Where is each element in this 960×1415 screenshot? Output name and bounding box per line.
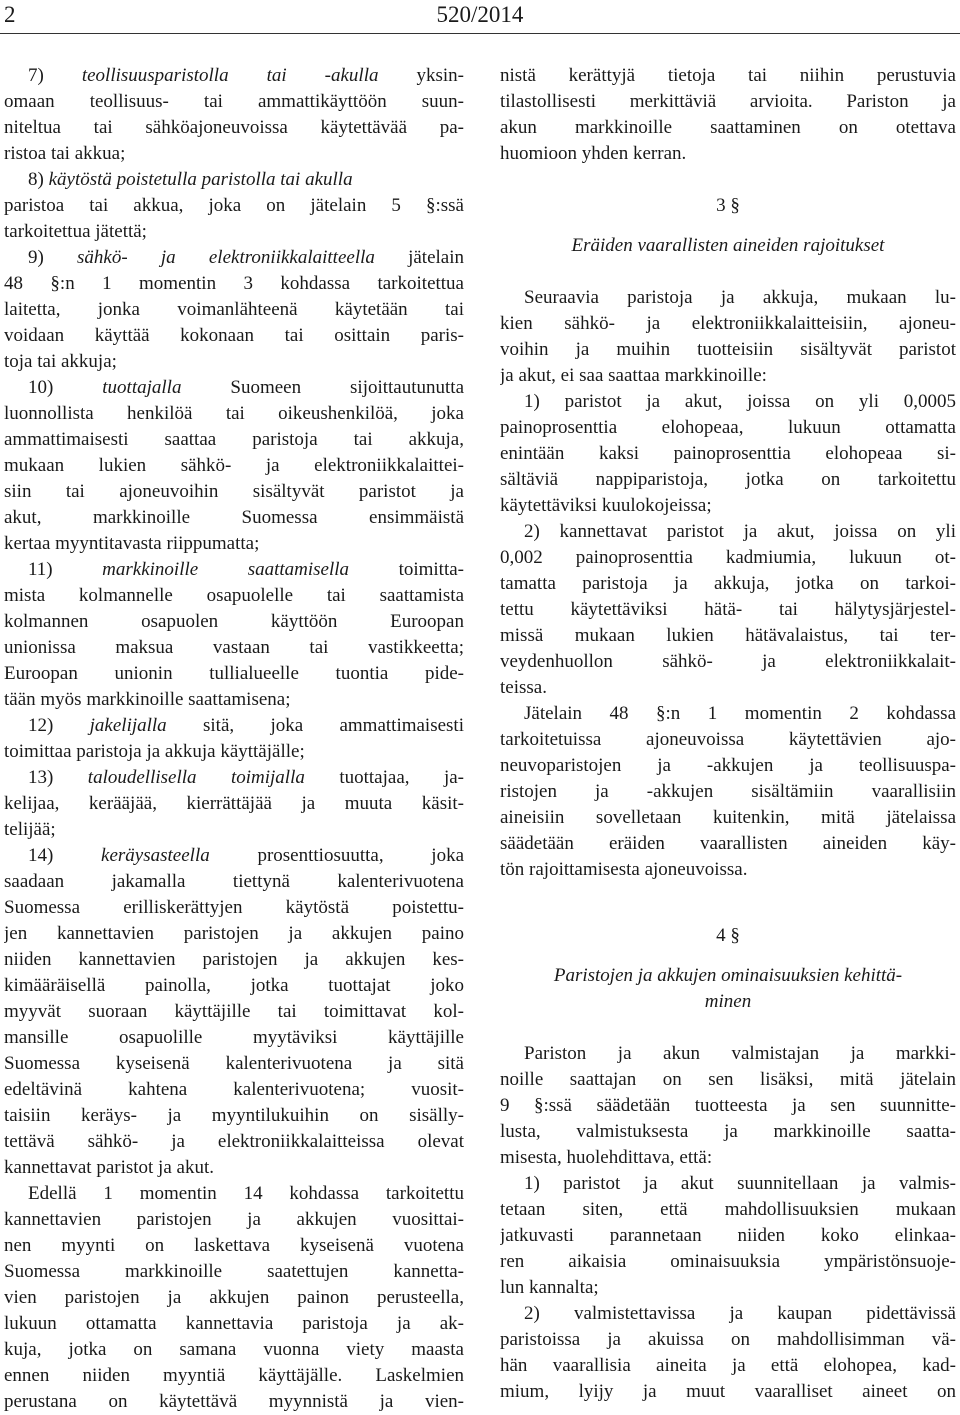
text-line: 9 §:ssä säädetään tuotteesta ja sen suunnitte- [500,1095,956,1116]
text-line: tön rajoittamisesta ajoneuvoissa. [500,859,748,880]
text-line: sältäviä nappiparistoja, jotka on tarkoitettu [500,469,956,490]
italic-term: tuottajalla [102,377,182,398]
page-number: 2 [4,2,16,27]
text-line: paristoissa ja akuissa on mahdollisimman vä- [500,1329,956,1350]
text-line: 8) käytöstä poistetulla paristolla tai akulla [28,169,353,190]
text-line: 11) markkinoille saattamisella toimitta- [28,559,464,580]
text-line: 7) teollisuusparistolla tai -akulla yksin- [28,65,464,86]
text-line: 48 §:n 1 momentin 3 kohdassa tarkoitettua [4,273,464,294]
section-number: 3 § [716,195,740,216]
text-line: kannettavien paristojen ja akkujen vuosittai- [4,1209,464,1230]
text-line: lukuun ottamatta kannettavia paristoja ja ak- [4,1313,464,1334]
text-line: jatkuvasti parannetaan niiden koko elinkaa- [500,1225,956,1246]
text-line: Euroopan unionin tullialueelle tuontia pide- [4,663,464,684]
text-line: tarkoitetuissa ajoneuvoissa käytettävien ajo- [500,729,956,750]
italic-term: jakelijalla [89,715,167,736]
text-line: ja akut, ei saa saattaa markkinoille: [500,365,767,386]
section-number: 4 § [716,925,740,946]
text-line: omaan teollisuus- tai ammattikäyttöön suun- [4,91,464,112]
text-line: enintään kaksi painoprosenttia elohopeaa si- [500,443,956,464]
text-line: aineisiin sovelletaan kuitenkin, mitä jätelaissa [500,807,956,828]
italic-term: teollisuusparistolla tai -akulla [81,65,379,86]
text-line: kien sähkö- ja elektroniikkalaitteisiin, ajoneu- [500,313,956,334]
text-line: akut, markkinoille Suomessa ensimmäistä [4,507,464,528]
section-title [500,989,956,1015]
text-line: 1) paristot ja akut suunnitellaan ja valmis- [524,1173,956,1194]
text-line: unionissa maksua vastaan tai vastikkeetta; [4,637,464,658]
text-line: ennen niiden myyntiä käyttäjälle. Laskelmien [4,1365,464,1386]
text-line: Jätelain 48 §:n 1 momentin 2 kohdassa [524,703,956,724]
italic-term: markkinoille saattamisella [102,559,350,580]
text-line: 10) tuottajalla Suomeen sijoittautunutta [28,377,464,398]
text-line: tetaan siten, että mahdollisuuksien mukaan [500,1199,956,1220]
text-line: huomioon yhden kerran. [500,143,687,164]
text-line: 2) valmistettavissa ja kaupan pidettävissä [524,1303,956,1324]
text-line: mansille osapuolille myytäviksi käyttäjille [4,1027,464,1048]
italic-term: käytöstä poistetulla paristolla tai akulla [48,169,353,190]
text-line: toimittaa paristoja ja akkuja käyttäjälle; [4,741,305,762]
page-header [0,0,960,34]
text-line: akun markkinoille saattaminen on otettava [500,117,956,138]
text-line: kuja, jotka on samana vuonna viety maasta [4,1339,464,1360]
text-line: käytettäviksi kuulokojeissa; [500,495,712,516]
text-line: Pariston ja akun valmistajan ja markki- [524,1043,956,1064]
text-line: Seuraavia paristoja ja akkuja, mukaan lu- [524,287,956,308]
text-line: paristoa tai akkua, joka on jätelain 5 §:ssä [4,195,464,216]
text-line: kertaa myyntitavasta riippumatta; [4,533,260,554]
text-line: 14) keräysasteella prosenttiosuutta, joka [28,845,464,866]
text-line: neuvoparistojen ja -akkujen ja teollisuuspa- [500,755,956,776]
text-line: 2) kannettavat paristot ja akut, joissa on yli [524,521,956,542]
text-line: teissa. [500,677,547,698]
text-line: tamatta paristoja ja akkuja, jotka on tarkoi- [500,573,956,594]
text-line: nistä kerättyjä tietoja tai niihin perustuvia [500,65,956,86]
text-line: telijää; [4,819,56,840]
text-line: myyvät suoraan käyttäjille tai toimittavat kol- [4,1001,464,1022]
text-line: hän vaarallisia aineita ja että elohopea, kad- [500,1355,956,1376]
text-line: kimääräisellä painolla, jotka tuottajat joko [4,975,464,996]
text-line: tilastollisesti merkittäviä arvioita. Pariston ja [500,91,956,112]
text-line: Suomessa markkinoille saatettujen kannetta- [4,1261,464,1282]
text-line: siin tai ajoneuvoihin sisältyvät paristot ja [4,481,464,502]
text-line: niteltua tai sähköajoneuvoissa käytettävää pa- [4,117,464,138]
text-line: painoprosenttia elohopeaa, lukuun ottamatta [500,417,956,438]
text-line: kannettavat paristot ja akut. [4,1157,214,1178]
section-title [500,963,956,989]
italic-term: Paristojen ja akkujen ominaisuuksien kehittä- [553,965,903,986]
text-line: edeltävinä kahtena kalenterivuotena; vuosit- [4,1079,464,1100]
text-line: lun kannalta; [500,1277,599,1298]
text-line: ren aikaisia ominaisuuksia ympäristönsuoje- [500,1251,956,1272]
text-line: tettu käytettäviksi hätä- tai hälytysjärjestel- [500,599,956,620]
text-line: laitetta, jonka voimanlähteenä käytetään tai [4,299,464,320]
text-line: jen kannettavien paristojen ja akkujen paino [4,923,464,944]
text-line: säädetään eräiden vaarallisten aineiden käy- [500,833,956,854]
header-rule [0,33,960,34]
italic-term: taloudellisella toimijalla [87,767,305,788]
text-line: tarkoitettua jätettä; [4,221,147,242]
text-line: kolmannen osapuolen käyttöön Euroopan [4,611,464,632]
text-line: Suomessa erilliskerättyjen käytöstä poistettu- [4,897,464,918]
text-line: kelijaa, kerääjää, kierrättäjää ja muuta käsit- [4,793,464,814]
text-line: noille saattajan on sen lisäksi, mitä jätelain [500,1069,956,1090]
text-line: Suomessa kyseisenä kalenterivuotena ja sitä [4,1053,464,1074]
text-line: 12) jakelijalla sitä, joka ammattimaisesti [28,715,464,736]
text-line: vien paristojen ja akkujen painon perusteella, [4,1287,464,1308]
text-line: niiden kannettavien paristojen ja akkujen kes- [4,949,464,970]
text-line: 0,002 painoprosenttia kadmiumia, lukuun ot- [500,547,956,568]
italic-term: Eräiden vaarallisten aineiden rajoitukset [571,235,885,256]
text-line: voidaan käyttää kokonaan tai osittain paris- [4,325,464,346]
text-line: perustana on käytettävä myynnistä ja vien- [4,1391,464,1412]
text-line: lusta, valmistuksesta ja markkinoille saatta- [500,1121,956,1142]
text-line: missä mukaan lukien hätävalaistus, tai ter- [500,625,956,646]
text-line: ristoa tai akkua; [4,143,126,164]
italic-term: minen [704,991,752,1012]
text-line: 13) taloudellisella toimijalla tuottajaa, ja- [28,767,464,788]
text-line: nen myynti on laskettava kyseisenä vuotena [4,1235,464,1256]
italic-term: keräysasteella [101,845,210,866]
text-line: mium, lyijy ja muut vaaralliset aineet on [500,1381,956,1402]
text-line: misesta, huolehdittava, että: [500,1147,713,1168]
left-column [4,63,464,1415]
text-line: taisiin keräys- ja myyntilukuihin on sisälly- [4,1105,464,1126]
text-line: ristojen ja -akkujen sisältämiin vaarallisiin [500,781,956,802]
right-column [500,63,956,1405]
text-line: 9) sähkö- ja elektroniikkalaitteella jätelain [28,247,464,268]
text-line: ammattimaisesti saattaa paristoja tai akkuja, [4,429,464,450]
text-line: saadaan jakamalla tiettynä kalenterivuotena [4,871,464,892]
text-line: 1) paristot ja akut, joissa on yli 0,0005 [524,391,956,412]
text-line: tään myös markkinoille saattamisena; [4,689,291,710]
text-line: voihin ja muihin tuotteisiin sisältyvät paristot [500,339,956,360]
text-line: luonnollista henkilöä tai oikeushenkilöä, joka [4,403,464,424]
document-id: 520/2014 [436,2,524,27]
text-line: toja tai akkuja; [4,351,117,372]
section-title [500,233,956,259]
text-line: mista kolmannelle osapuolelle tai saattamista [4,585,464,606]
text-line: veydenhuollon sähkö- ja elektroniikkalait- [500,651,956,672]
italic-term: sähkö- ja elektroniikkalaitteella [77,247,375,268]
text-line: mukaan lukien sähkö- ja elektroniikkalaittei- [4,455,464,476]
text-line: tettävä sähkö- ja elektroniikkalaitteissa olevat [4,1131,464,1152]
text-line: Edellä 1 momentin 14 kohdassa tarkoitettu [28,1183,464,1204]
